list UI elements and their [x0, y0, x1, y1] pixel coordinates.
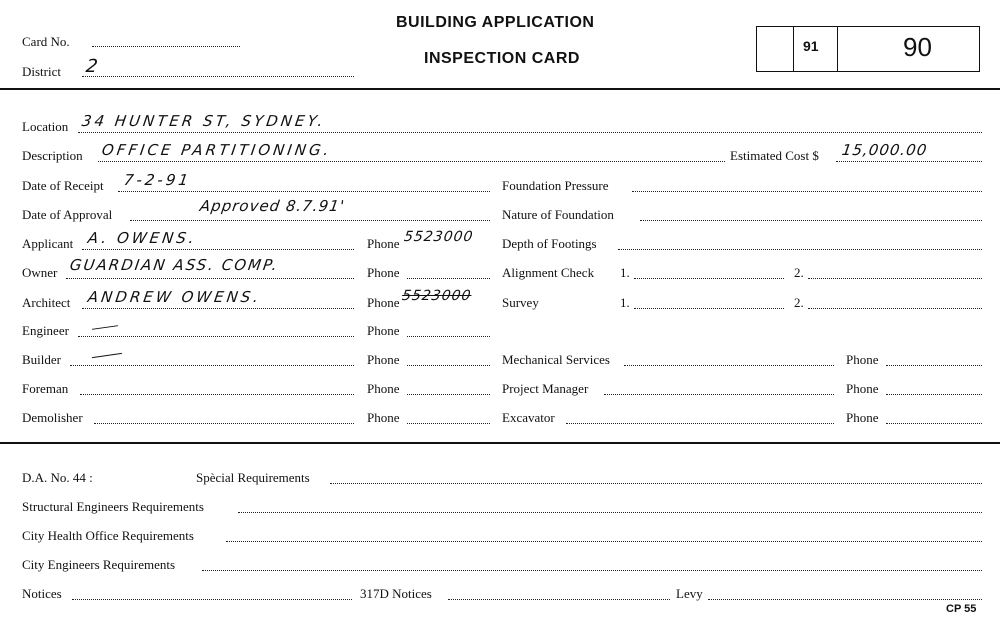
notices-317d-label: 317D Notices	[360, 586, 432, 601]
architect-label: Architect	[22, 295, 71, 310]
middle-rule	[0, 442, 1000, 444]
demolisher-phone-field[interactable]	[407, 423, 490, 424]
notices-317d-field[interactable]	[448, 599, 670, 600]
project-manager-phone-field[interactable]	[886, 394, 982, 395]
builder-dash-mark	[92, 353, 122, 358]
architect-phone-label: Phone	[367, 295, 400, 310]
date-approval-field[interactable]	[130, 220, 490, 221]
foreman-phone-field[interactable]	[407, 394, 490, 395]
special-requirements-field[interactable]	[330, 483, 982, 484]
alignment-num-2: 2.	[794, 265, 804, 280]
estimated-cost-field[interactable]	[836, 161, 982, 162]
applicant-phone-value: 5523000	[402, 229, 475, 245]
da-no-label: D.A. No. 44 :	[22, 470, 93, 485]
architect-field[interactable]	[82, 308, 354, 309]
survey-label: Survey	[502, 295, 539, 310]
demolisher-label: Demolisher	[22, 410, 83, 425]
owner-phone-label: Phone	[367, 265, 400, 280]
mechanical-phone-label: Phone	[846, 352, 879, 367]
project-manager-field[interactable]	[604, 394, 834, 395]
excavator-field[interactable]	[566, 423, 834, 424]
excavator-label: Excavator	[502, 410, 555, 425]
builder-phone-field[interactable]	[407, 365, 490, 366]
project-manager-phone-label: Phone	[846, 381, 879, 396]
box-divider-2	[837, 27, 838, 71]
estimated-cost-value: 15,000.00	[840, 141, 929, 159]
applicant-phone-label: Phone	[367, 236, 400, 251]
foreman-label: Foreman	[22, 381, 69, 396]
excavator-phone-field[interactable]	[886, 423, 982, 424]
architect-phone-value: 5523000	[400, 288, 473, 304]
alignment-check-label: Alignment Check	[502, 265, 595, 280]
card-no-field[interactable]	[92, 46, 240, 47]
depth-footings-label: Depth of Footings	[502, 236, 597, 251]
alignment-check-field-1[interactable]	[634, 278, 784, 279]
architect-value: ANDREW OWENS.	[86, 288, 263, 306]
health-field[interactable]	[226, 541, 982, 542]
owner-phone-field[interactable]	[407, 278, 490, 279]
health-label: City Health Office Requirements	[22, 528, 194, 543]
location-field[interactable]	[78, 132, 982, 133]
city-engineers-field[interactable]	[202, 570, 982, 571]
form-code: CP 55	[946, 603, 977, 615]
date-approval-value: Approved 8.7.91'	[198, 197, 347, 215]
date-receipt-value: 7-2-91	[122, 171, 193, 189]
city-engineers-label: City Engineers Requirements	[22, 557, 176, 572]
alignment-num-1: 1.	[620, 265, 630, 280]
builder-phone-label: Phone	[367, 352, 400, 367]
applicant-field[interactable]	[82, 249, 354, 250]
title-line1: BUILDING APPLICATION	[396, 14, 595, 31]
levy-field[interactable]	[708, 599, 982, 600]
mechanical-services-label: Mechanical Services	[502, 352, 610, 367]
levy-label: Levy	[676, 586, 703, 601]
box-divider-1	[793, 27, 794, 71]
survey-field-2[interactable]	[808, 308, 982, 309]
applicant-label: Applicant	[22, 236, 74, 251]
survey-num-2: 2.	[794, 295, 804, 310]
date-receipt-field[interactable]	[118, 191, 490, 192]
foreman-field[interactable]	[80, 394, 354, 395]
box-number-large: 90	[903, 32, 932, 62]
engineer-dash-mark	[92, 325, 118, 330]
date-receipt-label: Date of Receipt	[22, 178, 104, 193]
description-value: OFFICE PARTITIONING.	[100, 141, 333, 159]
nature-foundation-label: Nature of Foundation	[502, 207, 614, 222]
demolisher-field[interactable]	[94, 423, 354, 424]
builder-label: Builder	[22, 352, 61, 367]
foundation-pressure-field[interactable]	[632, 191, 982, 192]
builder-field[interactable]	[70, 365, 354, 366]
location-value: 34 HUNTER ST, SYDNEY.	[80, 112, 327, 130]
project-manager-label: Project Manager	[502, 381, 589, 396]
foreman-phone-label: Phone	[367, 381, 400, 396]
alignment-check-field-2[interactable]	[808, 278, 982, 279]
card-number-box	[756, 26, 980, 72]
description-label: Description	[22, 148, 83, 163]
mechanical-phone-field[interactable]	[886, 365, 982, 366]
owner-field[interactable]	[66, 278, 354, 279]
structural-label: Structural Engineers Requirements	[22, 499, 204, 514]
location-label: Location	[22, 119, 69, 134]
notices-field[interactable]	[72, 599, 352, 600]
box-number-small: 91	[803, 38, 819, 54]
structural-field[interactable]	[238, 512, 982, 513]
notices-label: Notices	[22, 586, 62, 601]
foundation-pressure-label: Foundation Pressure	[502, 178, 609, 193]
mechanical-services-field[interactable]	[624, 365, 834, 366]
engineer-phone-label: Phone	[367, 323, 400, 338]
survey-num-1: 1.	[620, 295, 630, 310]
card-no-label: Card No.	[22, 34, 70, 49]
district-label: District	[22, 64, 61, 79]
special-requirements-label: Spècial Requirements	[196, 470, 310, 485]
district-field[interactable]	[82, 76, 354, 77]
description-field[interactable]	[98, 161, 725, 162]
excavator-phone-label: Phone	[846, 410, 879, 425]
engineer-field[interactable]	[78, 336, 354, 337]
depth-footings-field[interactable]	[618, 249, 982, 250]
owner-value: GUARDIAN ASS. COMP.	[68, 256, 281, 274]
engineer-phone-field[interactable]	[407, 336, 490, 337]
estimated-cost-label: Estimated Cost $	[730, 148, 819, 163]
survey-field-1[interactable]	[634, 308, 784, 309]
date-approval-label: Date of Approval	[22, 207, 113, 222]
engineer-label: Engineer	[22, 323, 69, 338]
title-line2: INSPECTION CARD	[424, 50, 580, 67]
applicant-value: A. OWENS.	[86, 229, 198, 247]
owner-label: Owner	[22, 265, 58, 280]
demolisher-phone-label: Phone	[367, 410, 400, 425]
district-value: 2	[84, 56, 102, 77]
nature-foundation-field[interactable]	[640, 220, 982, 221]
header-rule	[0, 88, 1000, 90]
